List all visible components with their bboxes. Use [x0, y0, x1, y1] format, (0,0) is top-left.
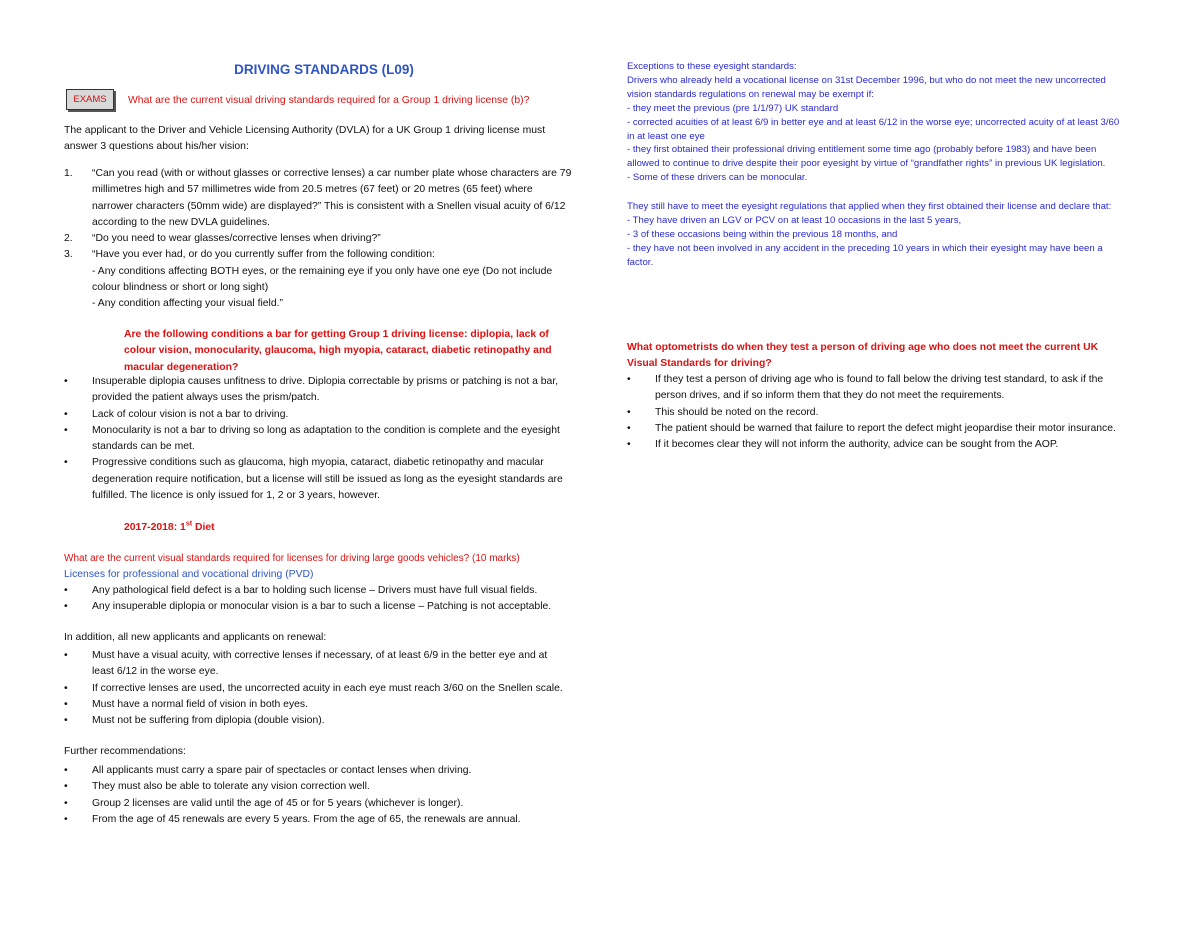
item-text: Progressive conditions such as glaucoma, high myopia, cataract, diabetic retinopathy and macular degeneration require notification, but a license will still be issued as long as the eyesight standards are fulfilled. The licence is only issued for 1, 2 or 3 years, however. [92, 457, 563, 502]
list-item [627, 421, 1122, 437]
diet-heading [124, 522, 215, 533]
still-requirements-block [627, 200, 1122, 270]
item-text: From the age of 45 renewals are every 5 years. From the age of 65, the renewals are annual. [92, 813, 521, 825]
list-item [64, 697, 572, 713]
further-recommendations-list [64, 763, 572, 828]
conditions-list [64, 374, 572, 504]
list-item [627, 372, 1122, 405]
optometrist-actions-list [627, 372, 1122, 453]
bullet-icon: • [64, 813, 68, 825]
item-text: “Do you need to wear glasses/corrective lenses when driving?” [92, 233, 381, 245]
item-text: If it becomes clear they will not inform the authority, advice can be sought from the AOP. [655, 439, 1059, 451]
list-item [64, 599, 572, 615]
bullet-icon: • [64, 585, 68, 596]
item-text: If corrective lenses are used, the uncorrected acuity in each eye must reach 3/60 on the Snellen scale. [92, 682, 563, 694]
list-item [627, 405, 1122, 421]
question-large-goods: What are the current visual standards required for licenses for driving large goods vehicles? (10 marks) [64, 553, 520, 564]
bullet-icon: • [64, 698, 68, 710]
list-item [64, 648, 572, 681]
condition-line: - Any conditions affecting BOTH eyes, or the remaining eye if you only have one eye (Do not include colour blindness or short or long sight) [92, 265, 553, 294]
diet-text: 2017-2018: 1 [124, 522, 186, 533]
list-item [64, 455, 572, 504]
exceptions-line: Drivers who already held a vocational license on 31st December 1996, but who do not meet the new uncorrected vision standards regulations on renewal may be exempt if: [627, 74, 1106, 100]
bullet-icon: • [64, 376, 68, 387]
item-text: “Have you ever had, or do you currently suffer from the following condition: [92, 249, 435, 261]
intro-paragraph: The applicant to the Driver and Vehicle Licensing Authority (DVLA) for a UK Group 1 driving license must answer 3 questions about his/her vision: [64, 125, 546, 153]
bullet-icon: • [64, 715, 68, 727]
item-text: They must also be able to tolerate any vision correction well. [92, 781, 370, 793]
still-line: - 3 of these occasions being within the previous 18 months, and [627, 228, 898, 240]
list-item [64, 681, 572, 697]
item-text: Monocularity is not a bar to driving so long as adaptation to the condition is complete and the eyesight standards can be met. [92, 424, 560, 453]
exceptions-line: - they meet the previous (pre 1/1/97) UK standard [627, 102, 839, 114]
diet-superscript: st [185, 520, 193, 528]
pvd-list [64, 583, 572, 616]
item-text: All applicants must carry a spare pair of spectacles or contact lenses when driving. [92, 765, 472, 776]
bullet-icon: • [64, 765, 68, 776]
bullet-icon: • [627, 422, 631, 434]
still-line: They still have to meet the eyesight regulations that applied when they first obtained their license and declare that: [627, 201, 1112, 212]
question-optometrists: What optometrists do when they test a person of driving age who does not meet the current UK Visual Standards for driving? [627, 342, 1099, 370]
pvd-heading: Licenses for professional and vocational driving (PVD) [64, 569, 314, 580]
further-recommendations-heading: Further recommendations: [64, 746, 186, 757]
bullet-icon: • [64, 650, 68, 661]
item-text: The patient should be warned that failure to report the defect might jeopardise their motor insurance. [655, 422, 1116, 434]
bullet-icon: • [627, 406, 631, 418]
dvla-questions-list [64, 166, 572, 313]
item-text: Must have a normal field of vision in both eyes. [92, 698, 309, 710]
bullet-icon: • [64, 408, 68, 420]
bullet-icon: • [64, 457, 68, 469]
bullet-icon: • [64, 797, 68, 809]
exceptions-block [627, 60, 1122, 185]
bullet-icon: • [627, 374, 631, 385]
item-number: 2. [64, 233, 73, 245]
item-text: “Can you read (with or without glasses or corrective lenses) a car number plate whose characters are 79 millimetres high and 57 millimetres wide from 20.5 metres (67 feet) or 20 metres (65 feet) where narrower characters (50mm wide) are displayed?” This is consistent with a Snellen visual acuity of 6/12 according to the new DVLA guidelines. [92, 168, 572, 228]
list-item [64, 407, 572, 423]
bullet-icon: • [627, 439, 631, 451]
item-text: Any pathological field defect is a bar to holding such license – Drivers must have full visual fields. [92, 585, 538, 596]
exceptions-line: - Some of these drivers can be monocular. [627, 172, 808, 184]
exceptions-line: - they first obtained their professional driving entitlement some time ago (probably before 1983) and have been allowed to continue to drive despite their poor eyesight by virtue of “grandfather rights” in previous UK legislation. [627, 144, 1106, 170]
list-item [64, 763, 572, 779]
item-text: Any insuperable diplopia or monocular vision is a bar to such a license – Patching is not acceptable. [92, 601, 552, 613]
question-group1: What are the current visual driving standards required for a Group 1 driving license (b)? [128, 95, 530, 106]
item-text: Group 2 licenses are valid until the age of 45 or for 5 years (whichever is longer). [92, 797, 464, 809]
still-line: - They have driven an LGV or PCV on at least 10 occasions in the last 5 years, [627, 214, 962, 226]
exceptions-line: - corrected acuities of at least 6/9 in better eye and at least 6/12 in the worse eye; uncorrected acuity of at least 3/60 in at least one eye [627, 116, 1120, 142]
list-item [64, 713, 572, 729]
list-item [64, 812, 572, 828]
bullet-icon: • [64, 682, 68, 694]
list-item [64, 247, 572, 312]
list-item [64, 583, 572, 599]
item-text: Must not be suffering from diplopia (double vision). [92, 715, 325, 727]
bullet-icon: • [64, 781, 68, 793]
page-title: DRIVING STANDARDS (L09) [234, 62, 414, 77]
addition-line: In addition, all new applicants and applicants on renewal: [64, 632, 327, 643]
list-item [64, 166, 572, 231]
item-number: 1. [64, 168, 73, 179]
applicant-requirements-list [64, 648, 572, 729]
list-item [64, 779, 572, 795]
list-item [64, 796, 572, 812]
bullet-icon: • [64, 424, 68, 436]
item-text: Lack of colour vision is not a bar to driving. [92, 408, 289, 420]
question-conditions: Are the following conditions a bar for getting Group 1 driving license: diplopia, lack of colour vision, monocularity, glaucoma, high myopia, cataract, diabetic retinopathy and macular degeneration? [124, 329, 552, 373]
item-text: This should be noted on the record. [655, 406, 819, 418]
item-text: Must have a visual acuity, with corrective lenses if necessary, of at least 6/9 in the better eye and at least 6/12 in the worse eye. [92, 650, 548, 678]
condition-line: - Any condition affecting your visual field.” [92, 298, 283, 310]
still-line: - they have not been involved in any accident in the preceding 10 years in which their eyesight may have been a factor. [627, 242, 1103, 268]
item-text: If they test a person of driving age who is found to fall below the driving test standard, to ask if the person drives, and if so inform them that they do not meet the requirements. [655, 374, 1104, 402]
list-item [64, 423, 572, 456]
item-number: 3. [64, 249, 73, 261]
bullet-icon: • [64, 601, 68, 613]
exams-badge: EXAMS [66, 89, 114, 110]
diet-text: Diet [192, 522, 215, 533]
list-item [627, 437, 1122, 453]
list-item [64, 231, 572, 247]
item-text: Insuperable diplopia causes unfitness to drive. Diplopia correctable by prisms or patching is not a bar, provided the patient always uses the prism/patch. [92, 376, 559, 404]
exceptions-heading: Exceptions to these eyesight standards: [627, 61, 797, 72]
list-item [64, 374, 572, 407]
